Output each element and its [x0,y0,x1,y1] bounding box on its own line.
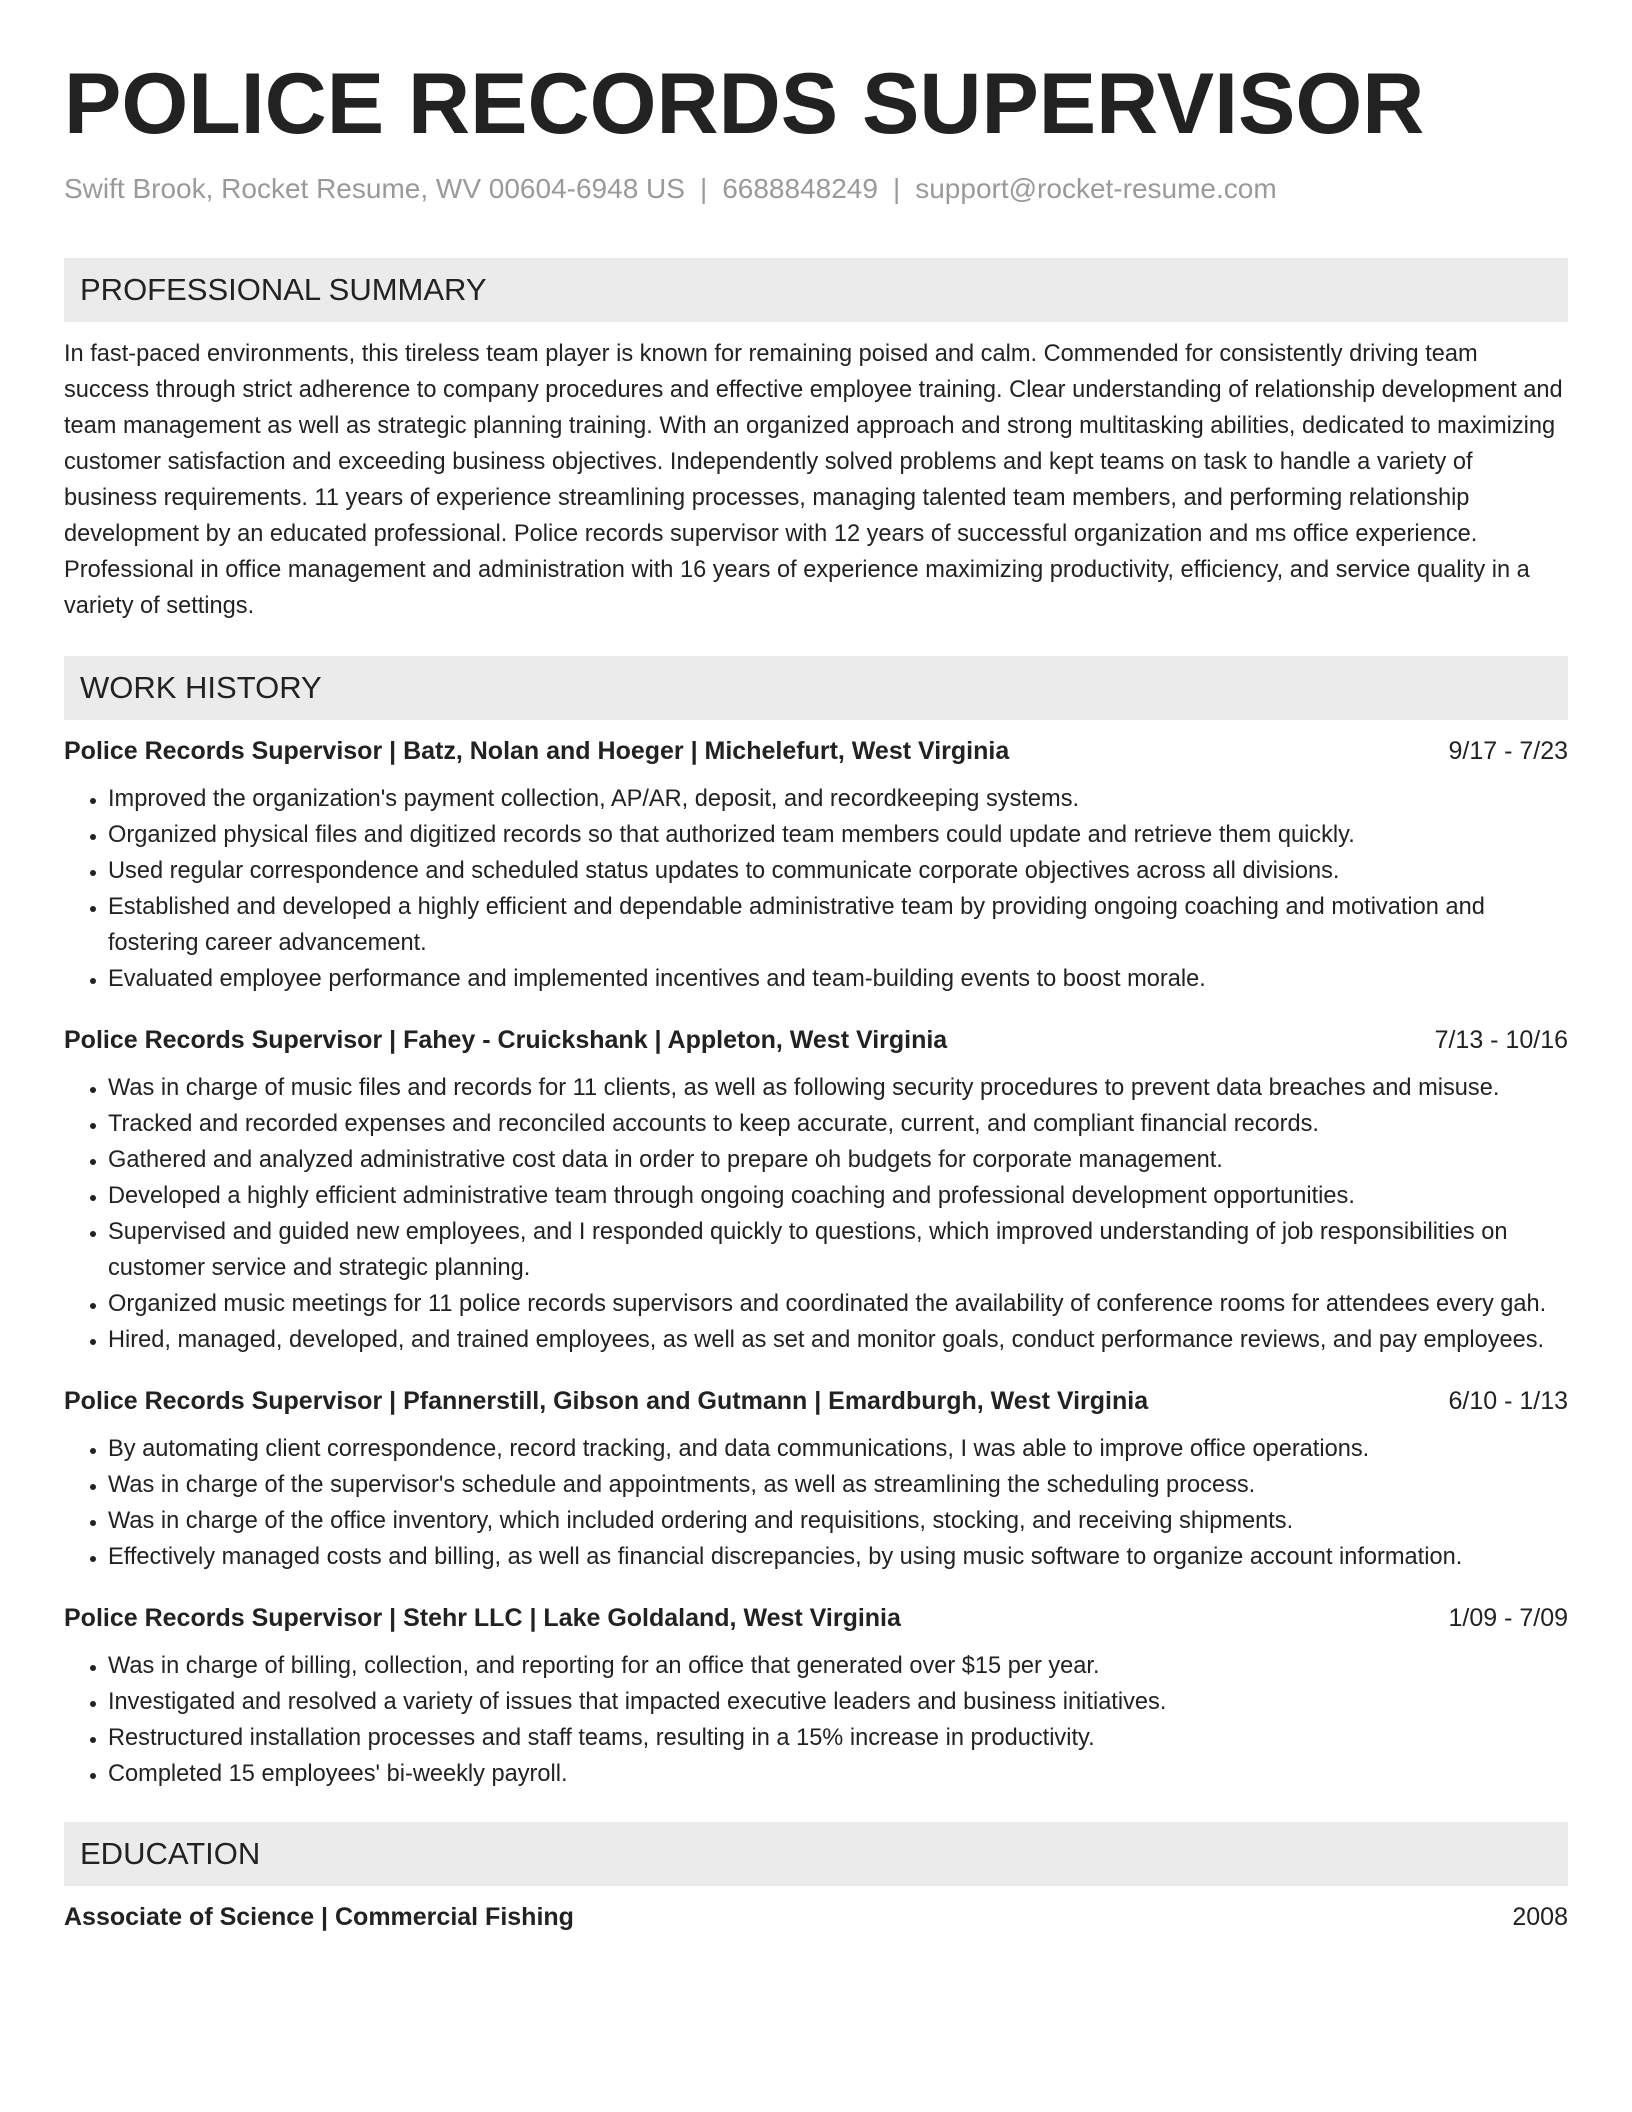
resume-name: POLICE RECORDS SUPERVISOR [64,56,1425,152]
contact-email: support@rocket-resume.com [915,173,1277,204]
education-entry [64,1900,1568,1934]
job-header [64,1384,1568,1418]
job-bullet: • Gathered and analyzed administrative cost data in order to prepare oh budgets for corporate management. [108,1142,1568,1178]
job-title: Police Records Supervisor | Fahey - Cruickshank | Appleton, West Virginia [64,1026,948,1054]
job-bullet: • Supervised and guided new employees, and I responded quickly to questions, which improved understanding of job responsibilities on customer service and strategic planning. [108,1214,1568,1286]
job-title: Police Records Supervisor | Stehr LLC | Lake Goldaland, West Virginia [64,1604,901,1632]
job-date: 1/09 - 7/09 [1448,1604,1568,1632]
education-heading: EDUCATION [64,1822,1568,1886]
job-bullet: • Established and developed a highly efficient and dependable administrative team by providing ongoing coaching and motivation and fostering career advancement. [108,889,1568,961]
job-bullet: • Organized physical files and digitized records so that authorized team members could update and retrieve them quickly. [108,817,1568,853]
job-bullet: • Was in charge of billing, collection, and reporting for an office that generated over $15 per year. [108,1648,1568,1684]
job-bullet: • Was in charge of the office inventory, which included ordering and requisitions, stocking, and receiving shipments. [108,1503,1568,1539]
job-bullet: • Was in charge of music files and records for 11 clients, as well as following security procedures to prevent data breaches and misuse. [108,1070,1568,1106]
summary-heading: PROFESSIONAL SUMMARY [64,258,1568,322]
job-bullet: • By automating client correspondence, record tracking, and data communications, I was able to improve office operations. [108,1431,1568,1467]
job-header [64,1601,1568,1635]
job-bullet: • Was in charge of the supervisor's schedule and appointments, as well as streamlining the scheduling process. [108,1467,1568,1503]
job-title: Police Records Supervisor | Batz, Nolan and Hoeger | Michelefurt, West Virginia [64,737,1010,765]
job-date: 9/17 - 7/23 [1448,737,1568,765]
education-year: 2008 [1512,1903,1568,1931]
job-bullet: • Investigated and resolved a variety of issues that impacted executive leaders and business initiatives. [108,1684,1568,1720]
job-bullet: • Effectively managed costs and billing, as well as financial discrepancies, by using music software to organize account information. [108,1539,1568,1575]
job-title: Police Records Supervisor | Pfannerstill, Gibson and Gutmann | Emardburgh, West Virginia [64,1387,1149,1415]
job-bullet: • Used regular correspondence and scheduled status updates to communicate corporate objectives across all divisions. [108,853,1568,889]
job-entry [64,1601,1568,1792]
contact-line [64,172,1568,206]
summary-text: In fast-paced environments, this tireless team player is known for remaining poised and calm. Commended for consistently driving team success through strict adherence to company procedures and effective employee training. Clear understanding of relationship development and team management as well as strategic planning training. With an organized approach and strong multitasking abilities, dedicated to maximizing customer satisfaction and exceeding business objectives. Independently solved problems and kept teams on task to handle a variety of business requirements. 11 years of experience streamlining processes, managing talented team members, and performing relationship development by an educated professional. Police records supervisor with 12 years of successful organization and ms office experience. Professional in office management and administration with 16 years of experience maximizing productivity, efficiency, and service quality in a variety of settings. [64,341,1563,619]
job-bullet: • Hired, managed, developed, and trained employees, as well as set and monitor goals, conduct performance reviews, and pay employees. [108,1322,1568,1358]
contact-separator: | [699,173,708,204]
job-bullets [64,1431,1568,1575]
job-bullet: • Improved the organization's payment collection, AP/AR, deposit, and recordkeeping systems. [108,781,1568,817]
job-date: 6/10 - 1/13 [1448,1387,1568,1415]
job-bullets [64,781,1568,997]
job-bullets [64,1070,1568,1358]
job-bullet: • Restructured installation processes and staff teams, resulting in a 15% increase in productivity. [108,1720,1568,1756]
job-entry [64,734,1568,997]
contact-separator: | [892,173,901,204]
job-header [64,1023,1568,1057]
job-entry [64,1384,1568,1575]
job-bullets [64,1648,1568,1792]
work-history-heading: WORK HISTORY [64,656,1568,720]
job-entry [64,1023,1568,1358]
job-bullet: • Developed a highly efficient administrative team through ongoing coaching and professional development opportunities. [108,1178,1568,1214]
contact-address: Swift Brook, Rocket Resume, WV 00604-6948 US [64,173,685,204]
job-date: 7/13 - 10/16 [1434,1026,1568,1054]
job-bullet: • Organized music meetings for 11 police records supervisors and coordinated the availability of conference rooms for attendees every gah. [108,1286,1568,1322]
contact-phone: 6688848249 [722,173,878,204]
job-bullet: • Tracked and recorded expenses and reconciled accounts to keep accurate, current, and compliant financial records. [108,1106,1568,1142]
education-degree: Associate of Science | Commercial Fishing [64,1903,574,1931]
job-bullet: • Completed 15 employees' bi-weekly payroll. [108,1756,1568,1792]
job-header [64,734,1568,768]
job-bullet: • Evaluated employee performance and implemented incentives and team-building events to boost morale. [108,961,1568,997]
